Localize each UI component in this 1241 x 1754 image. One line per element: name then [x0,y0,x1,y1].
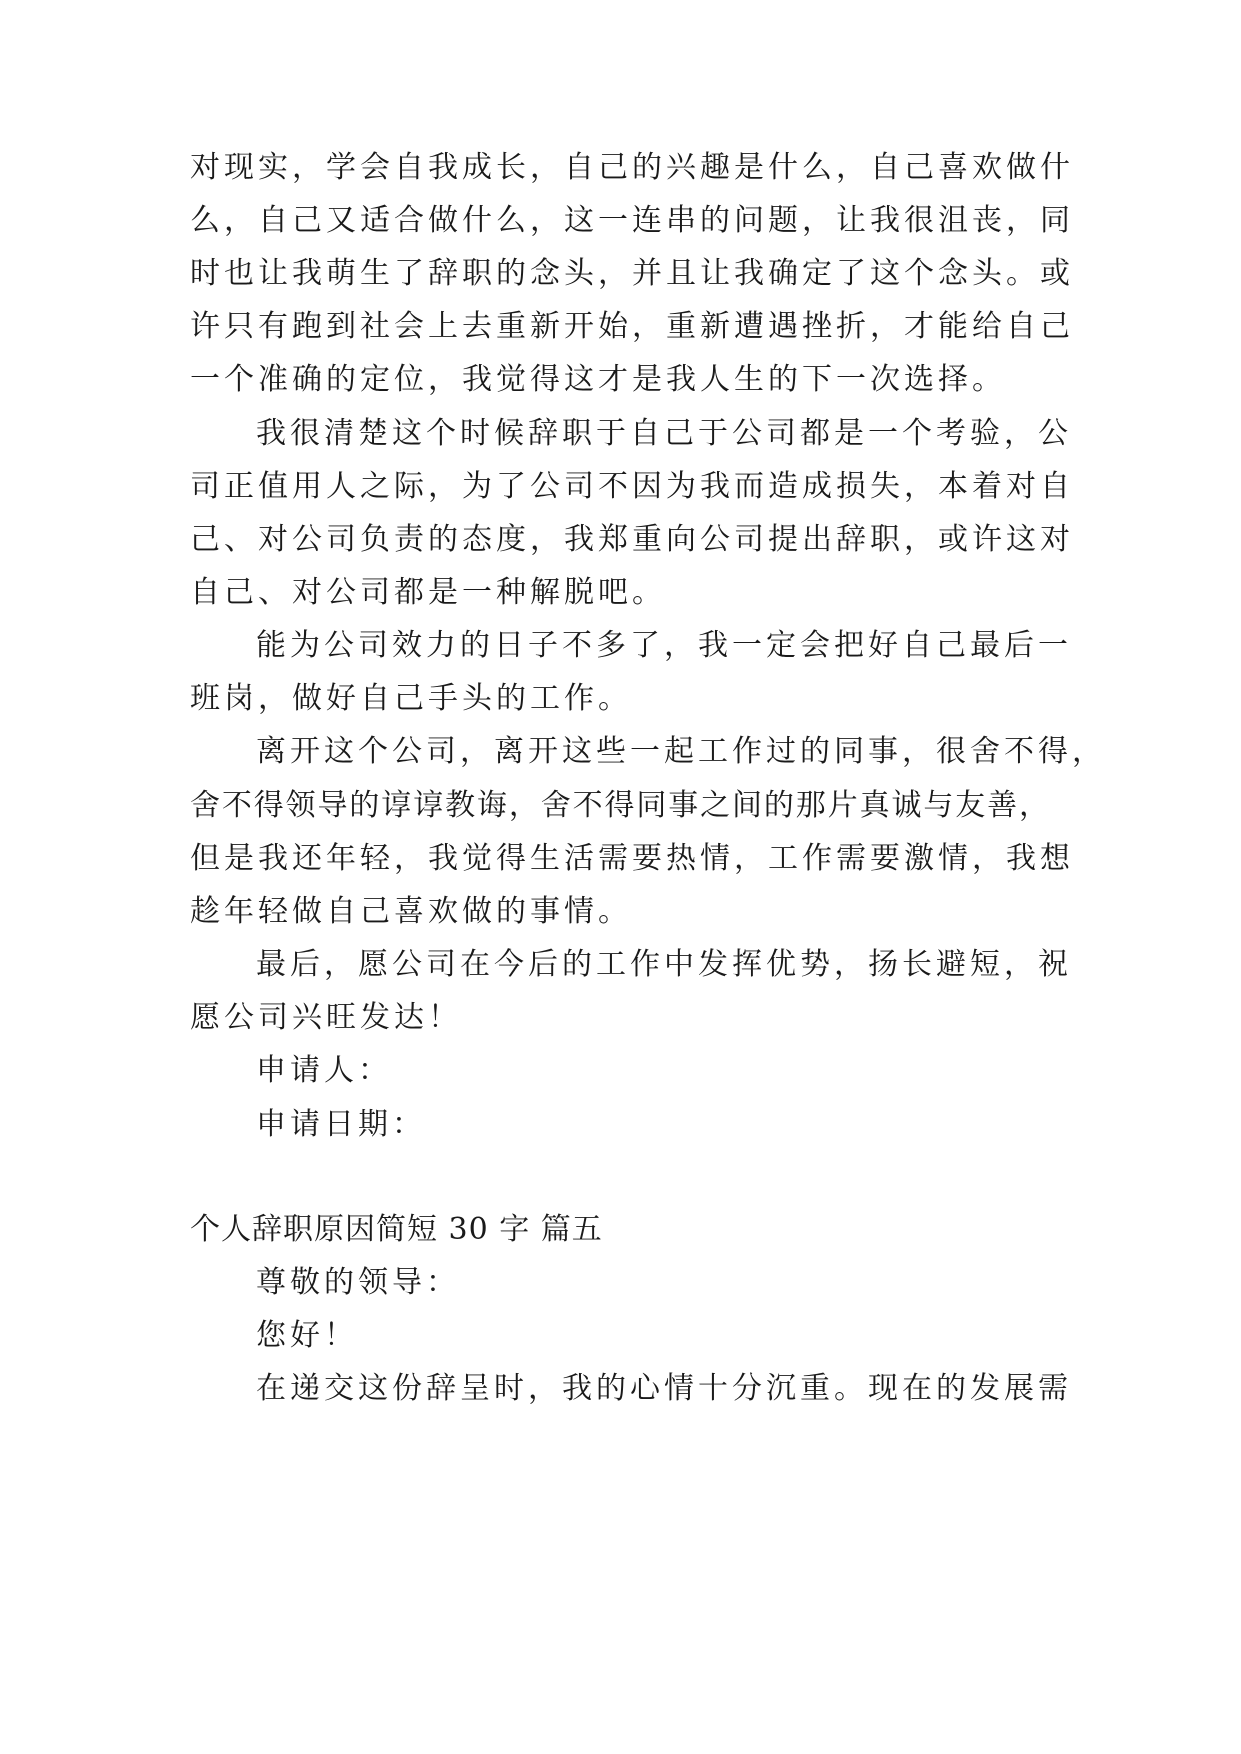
paragraph-line: 能为公司效力的日子不多了，我一定会把好自己最后一 [256,628,1072,663]
paragraph-line: 在递交这份辞呈时，我的心情十分沉重。现在的发展需 [256,1371,1072,1406]
paragraph-line: 我很清楚这个时候辞职于自己于公司都是一个考验，公 [256,416,1072,451]
paragraph-line: 但是我还年轻，我觉得生活需要热情，工作需要激情，我想 [190,841,1074,876]
paragraph-line: 一个准确的定位，我觉得这才是我人生的下一次选择。 [190,362,1006,397]
paragraph-line: 己、对公司负责的态度，我郑重向公司提出辞职，或许这对 [190,522,1074,557]
paragraph-line: 愿公司兴旺发达！ [190,1000,462,1035]
paragraph-line: 司正值用人之际，为了公司不因为我而造成损失，本着对自 [190,469,1074,504]
salutation: 尊敬的领导： [256,1265,460,1300]
paragraph-line: 趁年轻做自己喜欢做的事情。 [190,894,632,929]
paragraph-line: 对现实，学会自我成长，自己的兴趣是什么，自己喜欢做什 [190,150,1074,185]
paragraph-line: 自己、对公司都是一种解脱吧。 [190,575,666,610]
greeting: 您好！ [256,1318,358,1353]
paragraph-line: 班岗，做好自己手头的工作。 [190,681,632,716]
application-date-label: 申请日期： [256,1107,426,1142]
paragraph-line: 最后，愿公司在今后的工作中发挥优势，扬长避短，祝 [256,947,1072,982]
paragraph-line: 舍不得领导的谆谆教诲，舍不得同事之间的那片真诚与友善， [190,788,1050,823]
paragraph-line: 许只有跑到社会上去重新开始，重新遭遇挫折，才能给自己 [190,309,1074,344]
paragraph-line: 时也让我萌生了辞职的念头，并且让我确定了这个念头。或 [190,256,1074,291]
paragraph-line: 么，自己又适合做什么，这一连串的问题，让我很沮丧，同 [190,203,1074,238]
section-heading: 个人辞职原因简短 30 字 篇五 [190,1212,603,1247]
applicant-label: 申请人： [256,1053,392,1088]
paragraph-line: 离开这个公司，离开这些一起工作过的同事，很舍不得， [256,734,1106,769]
